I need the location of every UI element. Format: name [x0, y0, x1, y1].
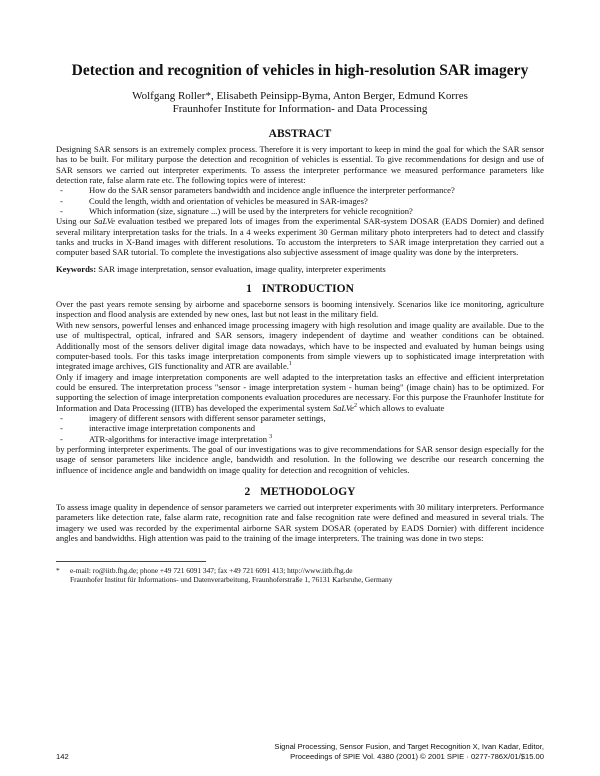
- abstract-paragraph-1: Designing SAR sensors is an extremely complex process. Therefore it is very important to keep in mind the goal for which the SAR sensor has to be built. For military purpose the detection and recognition of vehicles is essential. To give recommendations for design and use of SAR sensors we carried out interpreter experiments. To assess the interpreter performance we measured performance parameters like detection rate, false alarm rate etc. The following topics were of interest:: [56, 144, 544, 186]
- keywords-line: [56, 264, 544, 274]
- section-heading-introduction: 1 INTRODUCTION: [246, 283, 354, 296]
- abstract-question-item: - How do the SAR sensor parameters bandwidth and incidence angle influence the interpreter performance?: [56, 185, 544, 195]
- intro-paragraph-4: by performing interpreter experiments. The goal of our investigations was to give recommendations for SAR sensor design especially for the usage of sensor parameters like incidence angle, bandwidth and resolution. In the following we describe our research concerning the influence of incidence angle and bandwidth on image quality for detection and recognition of vehicles.: [56, 443, 544, 475]
- intro-paragraph-1: Over the past years remote sensing by airborne and spaceborne sensors is booming intensively. Scenarios like ice monitoring, agriculture inspection and flood analysis are extended by new ones, last but not least in the military field.: [56, 299, 544, 320]
- citation-1: 1: [288, 361, 292, 368]
- section-heading-methodology: 2 METHODOLOGY: [244, 485, 356, 498]
- footnote-address: Fraunhofer Institut für Informations- und Datenverarbeitung, Fraunhoferstraße 1, 76131 Karlsruhe, Germany: [70, 575, 393, 585]
- publication-info-line-1: Signal Processing, Sensor Fusion, and Target Recognition X, Ivan Kadar, Editor,: [274, 742, 544, 751]
- page-number: 142: [56, 752, 69, 761]
- author-list: Wolfgang Roller*, Elisabeth Peinsipp-Byma, Anton Berger, Edmund Korres: [132, 90, 468, 102]
- page-footer: [56, 742, 544, 762]
- abstract-question-item: - Which information (size, signature ...) will be used by the interpreters for vehicle recognition?: [56, 206, 544, 216]
- abstract-paragraph-2: Using our SaLVe evaluation testbed we prepared lots of images from the experimental SAR-system DOSAR (EADS Dornier) and defined several military interpretation tasks for the trials. In a 4 weeks experiment 30 German military photo interpreters had to detect and classify tanks and trucks in X-Band images with different resolutions. To accustom the interpreters to SAR image interpretation they carried out a computer based SAR tutorial. To complete the investigations also subjective assessment of image quality was done by the interpreters.: [56, 216, 544, 258]
- keywords-text: SAR image interpretation, sensor evaluation, image quality, interpreter experiments: [98, 263, 386, 274]
- intro-list-item: - imagery of different sensors with different sensor parameter settings,: [56, 413, 544, 423]
- abstract-question-list: [56, 185, 544, 216]
- abstract-question-item: - Could the length, width and orientation of vehicles be measured in SAR-images?: [56, 196, 544, 206]
- footnote-mark: *: [56, 566, 60, 576]
- citation-3: 3: [269, 433, 273, 440]
- keywords-label: Keywords:: [56, 263, 97, 274]
- intro-paragraph-3: Only if imagery and image interpretation components are well adapted to the interpretation tasks an effective and efficient interpretation could be ensured. The interpretation process "sensor - image interpretation system - human being" (image chain) has to be optimized. For supporting the selection of image interpretation components evaluation procedures are necessary. For this purpose the Fraunhofer Institute for Information and Data Processing (IITB) has developed the experimental system SaLVe$^2$ which allows to evaluate: [56, 371, 544, 413]
- affiliation: Fraunhofer Institute for Information- and Data Processing: [172, 103, 428, 115]
- intro-list-item: - ATR-algorithms for interactive image interpretation $^3$: [56, 434, 544, 444]
- intro-paragraph-2: With new sensors, powerful lenses and enhanced image processing imagery with high resolution and image quality are available. Due to the use of multispectral, optical, infrared and SAR sensors, imagery independent of daytime and weather conditions can be obtained. Additionally most of the sensors deliver digital image data nowadays, which have to be inspected and evaluated by human beings using computer-based tools. For this tasks image interpretation components from simple viewers up to sophisticated image interpretation with integrated image archives, GIS functionality and ATR are available.$^1$: [56, 319, 544, 372]
- intro-list-item: - interactive image interpretation components and: [56, 423, 544, 433]
- citation-2: 2: [354, 402, 357, 409]
- publication-info-line-2: Proceedings of SPIE Vol. 4380 (2001) © 2001 SPIE · 0277-786X/01/$15.00: [290, 752, 544, 761]
- abstract-heading: ABSTRACT: [268, 128, 332, 140]
- footnote-contact: e-mail: ro@iitb.fhg.de; phone +49 721 6091 347; fax +49 721 6091 413; http://www.iitb.fhg.de: [70, 566, 353, 576]
- salve-italic: SaLVe: [93, 216, 116, 227]
- intro-evaluation-list: [56, 413, 544, 444]
- method-paragraph-1: To assess image quality in dependence of sensor parameters we carried out interpreter experiments with 30 military interpreters. Performance parameters like detection rate, false alarm rate, recognition rate and false recognition rate were defined and measured in several trials. The imagery we used was recorded by the experimental airborne SAR system DOSAR (operated by EADS Dornier) with different incidence angles and bandwidths. High attention was paid to the training of the image interpreters. The training was done in two steps:: [56, 501, 544, 543]
- paper-title: Detection and recognition of vehicles in high-resolution SAR imagery: [71, 62, 529, 79]
- footnote-rule: [56, 561, 206, 562]
- footnote: [56, 566, 544, 584]
